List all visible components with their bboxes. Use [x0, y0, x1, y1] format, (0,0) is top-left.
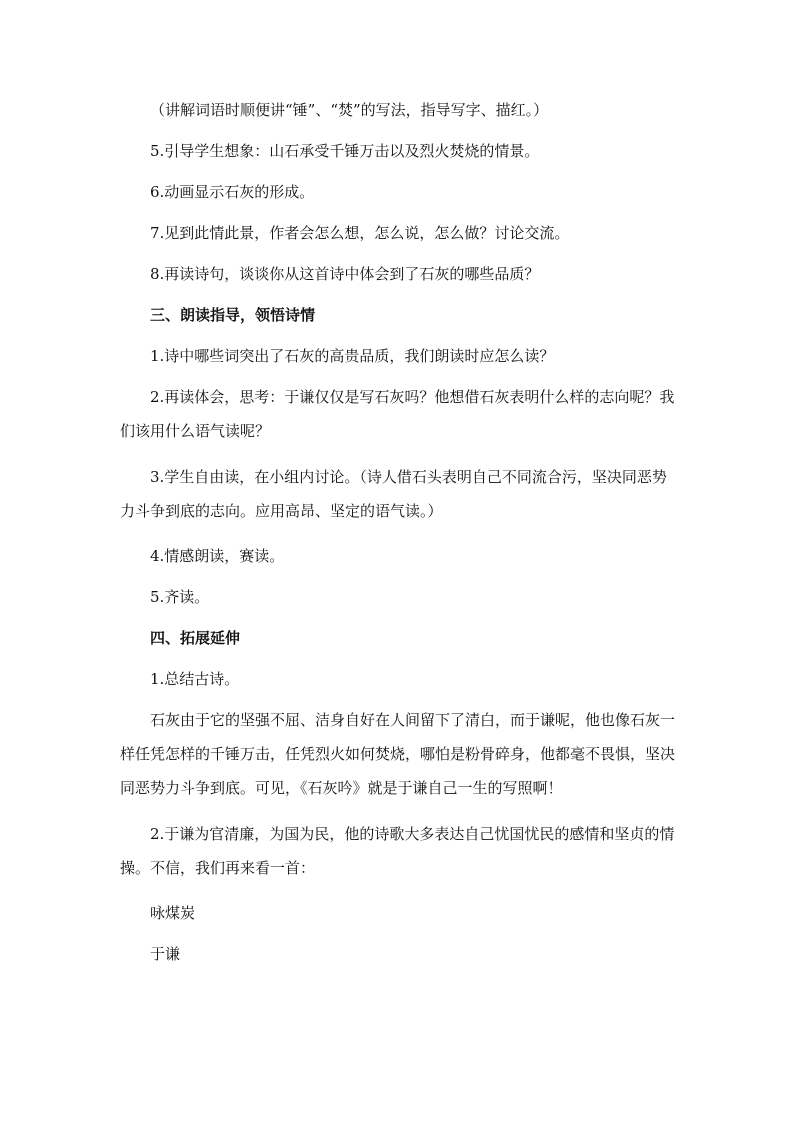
poem-title: 咏煤炭 [150, 904, 196, 922]
reading-step-2: 2.再读体会，思考：于谦仅仅是写石灰吗？他想借石灰表明什么样的志向呢？我们该用什么语气读呢？ [120, 388, 675, 440]
summary-paragraph: 石灰由于它的坚强不屈、洁身自好在人间留下了清白，而于谦呢，他也像石灰一样任凭怎样的千锤万击，任凭烈火如何焚烧，哪怕是粉骨碎身，他都毫不畏惧，坚决同恶势力斗争到底。可见，《石灰吟》就是于谦自己一生的写照啊！ [120, 711, 676, 797]
step-7-discussion: 7.见到此情此景，作者会怎么想，怎么说，怎么做？讨论交流。 [150, 224, 570, 242]
reading-step-1: 1.诗中哪些词突出了石灰的高贵品质，我们朗读时应怎么读？ [150, 347, 555, 365]
document-body [120, 98, 678, 966]
reading-step-3: 3.学生自由读，在小组内讨论。（诗人借石头表明自己不同流合污，坚决同恶势力斗争到底的志向。应用高昂、坚定的语气读。） [120, 468, 667, 520]
section-heading-3: 三、朗读指导，领悟诗情 [150, 306, 316, 324]
step-6-animation: 6.动画显示石灰的形成。 [150, 183, 315, 201]
section-heading-4: 四、拓展延伸 [150, 629, 241, 647]
extension-step-2: 2.于谦为官清廉，为国为民，他的诗歌大多表达自己忧国忧民的感情和坚贞的情操。不信，我们再来看一首： [120, 825, 675, 877]
step-5-imagine: 5.引导学生想象：山石承受千锤万击以及烈火焚烧的情景。 [150, 142, 540, 160]
reading-step-5: 5.齐读。 [150, 588, 210, 606]
extension-step-1: 1.总结古诗。 [150, 670, 240, 688]
step-8-reread: 8.再读诗句，谈谈你从这首诗中体会到了石灰的哪些品质？ [150, 265, 540, 283]
reading-step-4: 4.情感朗读，赛读。 [150, 547, 285, 565]
poem-author: 于谦 [150, 945, 181, 963]
explanation-note: （讲解词语时顺便讲“锤”、“焚”的写法，指导写字、描红。） [150, 101, 549, 119]
